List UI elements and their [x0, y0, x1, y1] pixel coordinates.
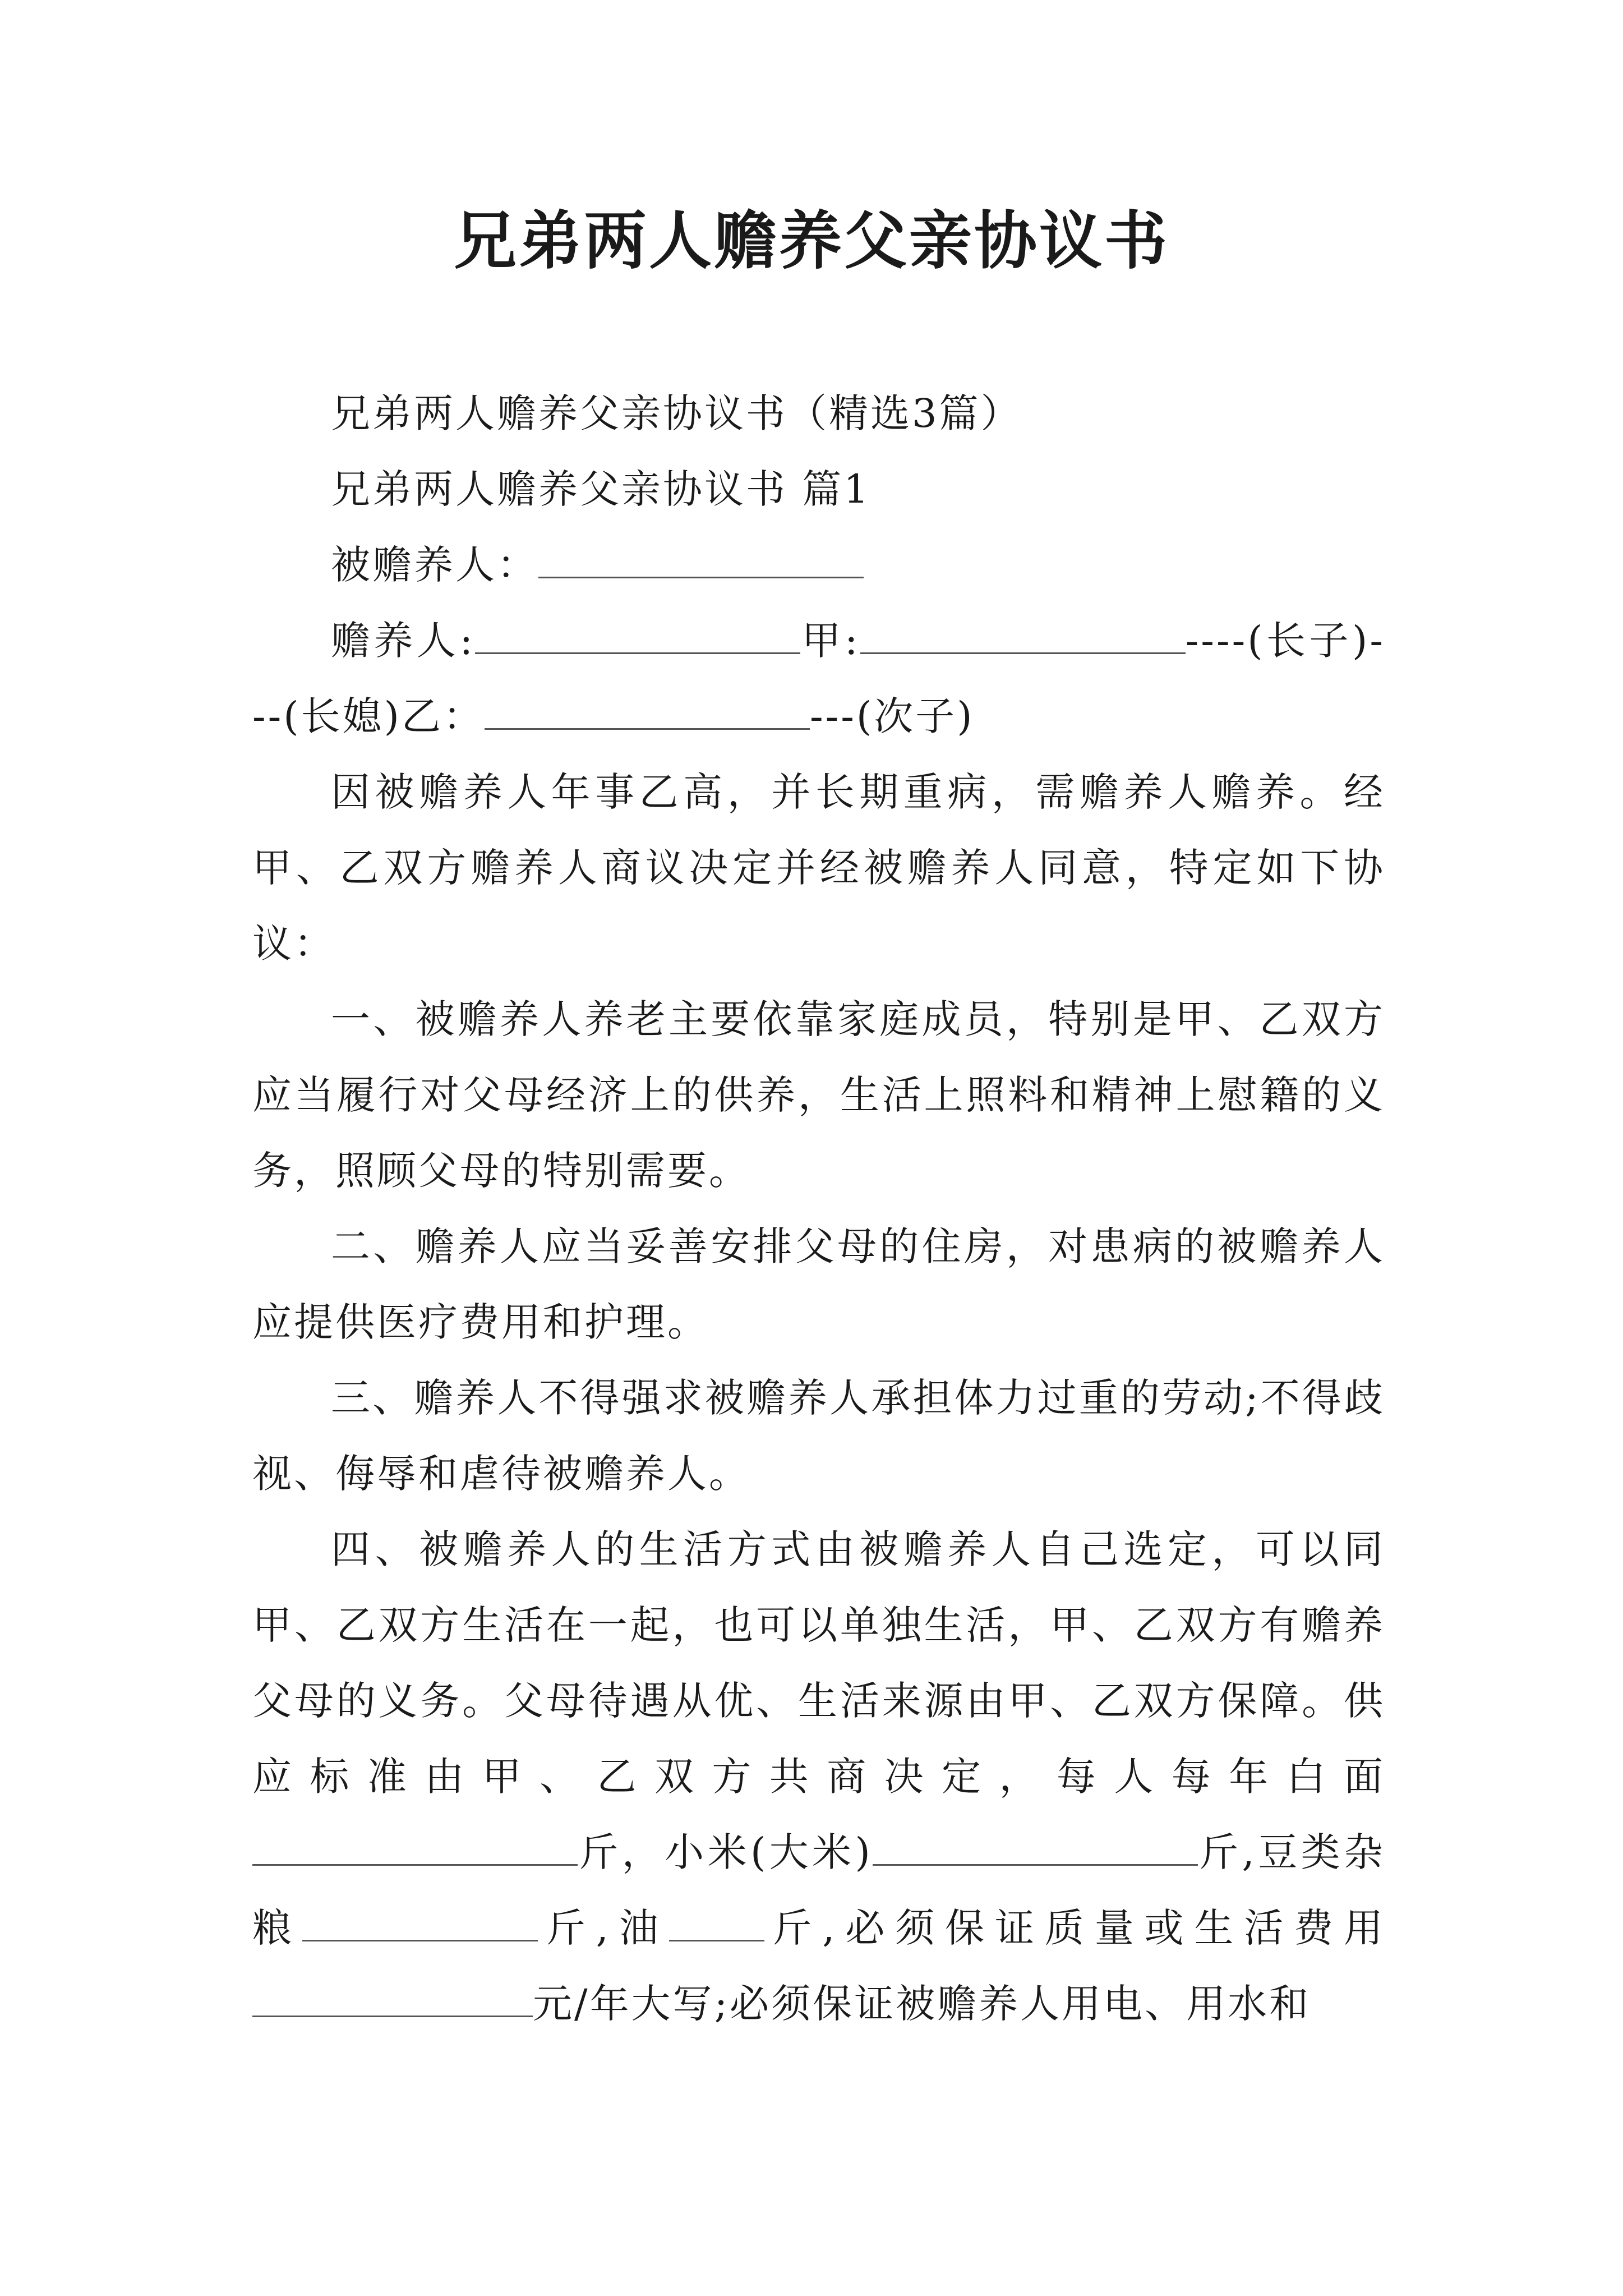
- party-a-blank: [860, 617, 1186, 654]
- oil-blank: [669, 1904, 764, 1941]
- recipient-blank: [538, 541, 864, 578]
- party-b-blank: [485, 693, 810, 730]
- supporter-blank: [475, 617, 800, 654]
- living-expense-blank: [252, 1980, 533, 2017]
- supporter-line: [252, 603, 1385, 754]
- intro-paragraph: 因被赡养人年事乙高，并长期重病，需赡养人赡养。经甲、乙双方赡养人商议决定并经被赡养人同意，特定如下协议：: [252, 769, 1385, 967]
- clause-2: 二、赡养人应当妥善安排父母的住房，对患病的被赡养人应提供医疗费用和护理。: [252, 1223, 1385, 1345]
- party-a-label: 甲:: [800, 618, 860, 664]
- clause-1: 一、被赡养人养老主要依靠家庭成员，特别是甲、乙双方应当履行对父母经济上的供养，生活上照料和精神上慰籍的义务，照顾父母的特别需要。: [252, 996, 1385, 1194]
- clause-3: 三、赡养人不得强求被赡养人承担体力过重的劳动;不得歧视、侮辱和虐待被赡养人。: [252, 1375, 1385, 1497]
- document-title: 兄弟两人赡养父亲协议书: [454, 204, 1169, 278]
- grains-blank: [302, 1904, 538, 1941]
- supporter-label: 赡养人:: [331, 618, 476, 664]
- clause-4-text-b: 斤，小米(大米): [578, 1829, 873, 1875]
- clause-4-text-a: 四、被赡养人的生活方式由被赡养人自己选定，可以同甲、乙双方生活在一起，也可以单独生活，甲、乙双方有赡养父母的义务。父母待遇从优、生活来源由甲、乙双方保障。供应标准由甲、乙双方共商决定，每人每年白面: [252, 1526, 1385, 1800]
- clause-4-text-e: 斤,必须保证质量或生活费用: [764, 1905, 1385, 1951]
- clause-4-text-d: 斤,油: [537, 1905, 669, 1951]
- millet-blank: [873, 1829, 1198, 1866]
- recipient-line: [252, 527, 1385, 603]
- subtitle-line: 兄弟两人赡养父亲协议书（精选3篇）: [331, 390, 1022, 436]
- chapter-heading: 兄弟两人赡养父亲协议书 篇1: [331, 466, 871, 512]
- document-body: [252, 376, 1385, 2042]
- recipient-label: 被赡养人：: [331, 542, 538, 588]
- clause-4: [252, 1512, 1385, 2042]
- second-son-text: ---(次子): [809, 693, 975, 739]
- eldest-son-text: ----(长子)---(长媳)乙：: [252, 618, 1385, 739]
- clause-4-text-f: 元/年大写;必须保证被赡养人用电、用水和: [533, 1981, 1311, 2027]
- flour-blank: [252, 1829, 578, 1866]
- clause-4-text-c: 斤,豆类杂粮: [252, 1829, 1385, 1951]
